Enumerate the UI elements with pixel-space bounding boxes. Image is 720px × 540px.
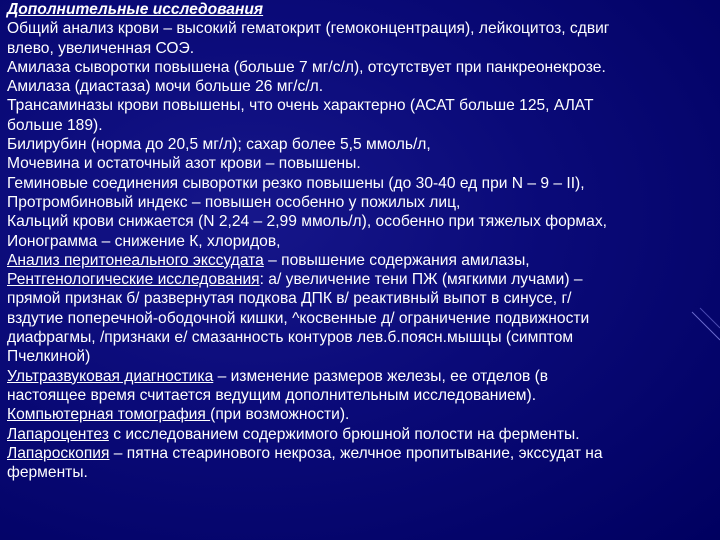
text-line: диафрагмы, /признаки е/ смазанность контуров лев.б.поясн.мышцы (симптом [7,329,574,347]
text-line: Геминовые соединения сыворотки резко повышены (до 30-40 ед при N – 9 – II), [7,174,585,192]
ultrasound-line: Ультразвуковая диагностика – изменение размеров железы, ее отделов (в [7,367,549,385]
peritoneal-line: Анализ перитонеального экссудата – повышение содержания амилазы, [7,251,530,269]
peritoneal-term: Анализ перитонеального экссудата [7,251,264,269]
text-line: ферменты. [7,464,88,482]
text-line: Ионограмма – снижение К, хлоридов, [7,232,281,250]
text-line: Мочевина и остаточный азот крови – повышены. [7,155,361,173]
ultrasound-term: Ультразвуковая диагностика [7,367,214,385]
text-line: Трансаминазы крови повышены, что очень характерно (АСАТ больше 125, АЛАТ [7,97,594,115]
ct-line: Компьютерная томография (при возможности). [7,406,350,424]
laparoscopy-term: Лапароскопия [7,444,110,462]
text-line: Пчелкиной) [7,348,91,366]
text-line: Протромбиновый индекс – повышен особенно у пожилых лиц, [7,193,461,211]
text-line: Общий анализ крови – высокий гематокрит (гемоконцентрация), лейкоцитоз, сдвиг [7,20,610,38]
laparocentesis-line: Лапароцентез с исследованием содержимого брюшной полости на ферменты. [7,425,580,443]
ct-term: Компьютерная томография [7,406,211,424]
text-line: Кальций крови снижается (N 2,24 – 2,99 ммоль/л), особенно при тяжелых формах, [7,213,607,231]
laparoscopy-line: Лапароскопия – пятна стеаринового некроза, желчное пропитывание, экссудат на [7,444,603,462]
text-line: прямой признак б/ развернутая подкова ДПК в/ реактивный выпот в синусе, г/ [7,290,572,308]
text-line: Амилаза сыворотки повышена (больше 7 мг/с/л), отсутствует при панкреонекрозе. [7,58,606,76]
slide-title: Дополнительные исследования [7,1,264,18]
deco-line [700,308,720,328]
laparocentesis-term: Лапароцентез [7,425,109,443]
text-line: Амилаза (диастаза) мочи больше 26 мг/с/л. [7,78,324,96]
decorative-lines [690,300,720,360]
text-line: Билирубин (норма до 20,5 мг/л); сахар более 5,5 ммоль/л, [7,136,431,154]
text-line: влево, увеличенная СОЭ. [7,39,195,57]
xray-term: Рентгенологические исследования [7,271,260,289]
xray-line: Рентгенологические исследования: а/ увеличение тени ПЖ (мягкими лучами) – [7,271,583,289]
text-line: вздутие поперечной-ободочной кишки, ^косвенные д/ ограничение подвижности [7,309,590,327]
text-line: настоящее время считается ведущим дополнительным исследованием). [7,386,537,404]
text-line: больше 189). [7,116,103,134]
deco-line [692,312,720,340]
